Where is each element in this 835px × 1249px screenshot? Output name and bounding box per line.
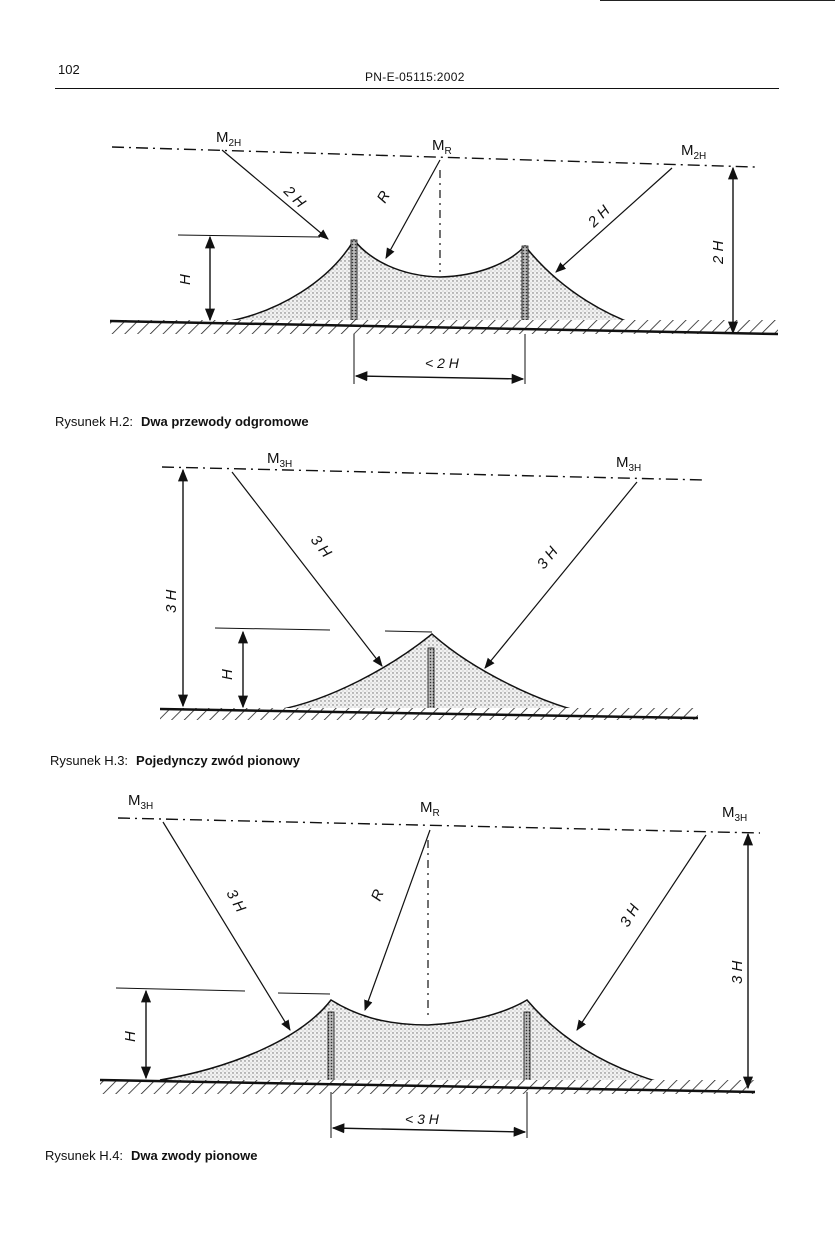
page-number: 102 bbox=[58, 62, 80, 77]
radius-label-left: 2 H bbox=[280, 182, 309, 212]
radius-label-right: 3 H bbox=[616, 901, 644, 930]
figure-h3 bbox=[0, 445, 835, 745]
top-edge-rule bbox=[600, 0, 835, 1]
caption-h3 bbox=[50, 753, 300, 768]
mast-left bbox=[351, 240, 357, 332]
apex-ref-line bbox=[278, 993, 330, 994]
mast-right bbox=[522, 246, 528, 332]
height-label: H bbox=[177, 274, 194, 285]
spacing-dimension bbox=[356, 376, 523, 379]
center-label-mid: $M_R$ bbox=[420, 799, 440, 819]
height-ref-line bbox=[178, 235, 320, 237]
height-ref-line bbox=[215, 628, 330, 630]
center-label-left: $M_{3H}$ bbox=[128, 792, 154, 812]
spacing-label: < 2 H bbox=[425, 355, 459, 371]
radius-label-right: 3 H bbox=[533, 543, 562, 573]
spacing-dimension bbox=[333, 1128, 525, 1132]
spacing-label: < 3 H bbox=[405, 1111, 439, 1127]
caption-text: Dwa przewody odgromowe bbox=[141, 414, 309, 429]
protection-zone bbox=[225, 240, 660, 332]
caption-label: Rysunek H.3: bbox=[50, 753, 129, 768]
mast bbox=[428, 648, 434, 712]
radius-label-mid: R bbox=[373, 188, 394, 206]
radius-label-right: 2 H bbox=[584, 202, 614, 231]
caption-text: Pojedynczy zwód pionowy bbox=[136, 753, 301, 768]
header-rule bbox=[55, 88, 779, 89]
center-label-left: $M_{3H}$ bbox=[267, 450, 293, 470]
radius-arrow-right bbox=[577, 835, 706, 1030]
protection-zone bbox=[160, 1000, 690, 1090]
caption-label: Rysunek H.4: bbox=[45, 1148, 124, 1163]
radius-arrow-right bbox=[485, 482, 637, 668]
figure-h2 bbox=[0, 120, 835, 390]
center-label-right: $M_{3H}$ bbox=[722, 804, 748, 824]
radius-arrow-mid bbox=[386, 160, 440, 258]
radius-label-left: 3 H bbox=[306, 531, 335, 561]
caption-text: Dwa zwody pionowe bbox=[131, 1148, 258, 1163]
radius-arrow-mid bbox=[365, 830, 430, 1010]
radius-arrow-left bbox=[232, 472, 382, 666]
height-label: H bbox=[122, 1031, 139, 1042]
height-label: H bbox=[219, 669, 236, 680]
radius-arrow-left bbox=[222, 150, 328, 239]
center-label-mid: $M_R$ bbox=[432, 137, 452, 157]
center-label-left: $M_{2H}$ bbox=[216, 129, 242, 149]
figure-h4 bbox=[0, 785, 835, 1140]
radius-arrow-right bbox=[556, 168, 672, 272]
mast-right bbox=[524, 1012, 530, 1090]
standard-id: PN-E-05115:2002 bbox=[365, 70, 465, 84]
caption-h2 bbox=[55, 414, 309, 429]
radius-arrow-left bbox=[163, 822, 290, 1030]
height-ref-line bbox=[116, 988, 245, 991]
caption-label: Rysunek H.2: bbox=[55, 414, 134, 429]
caption-h4 bbox=[45, 1148, 257, 1163]
apex-ref-line bbox=[385, 631, 432, 632]
total-height-label: 2 H bbox=[710, 240, 727, 264]
total-height-label: 3 H bbox=[163, 589, 180, 613]
center-label-right: $M_{3H}$ bbox=[616, 454, 642, 474]
mast-left bbox=[328, 1012, 334, 1088]
radius-label-left: 3 H bbox=[222, 886, 249, 916]
reference-line bbox=[118, 818, 760, 833]
radius-label-mid: R bbox=[367, 887, 388, 904]
center-label-right: $M_{2H}$ bbox=[681, 142, 707, 162]
protection-zone bbox=[278, 634, 600, 716]
total-height-label: 3 H bbox=[729, 960, 746, 984]
